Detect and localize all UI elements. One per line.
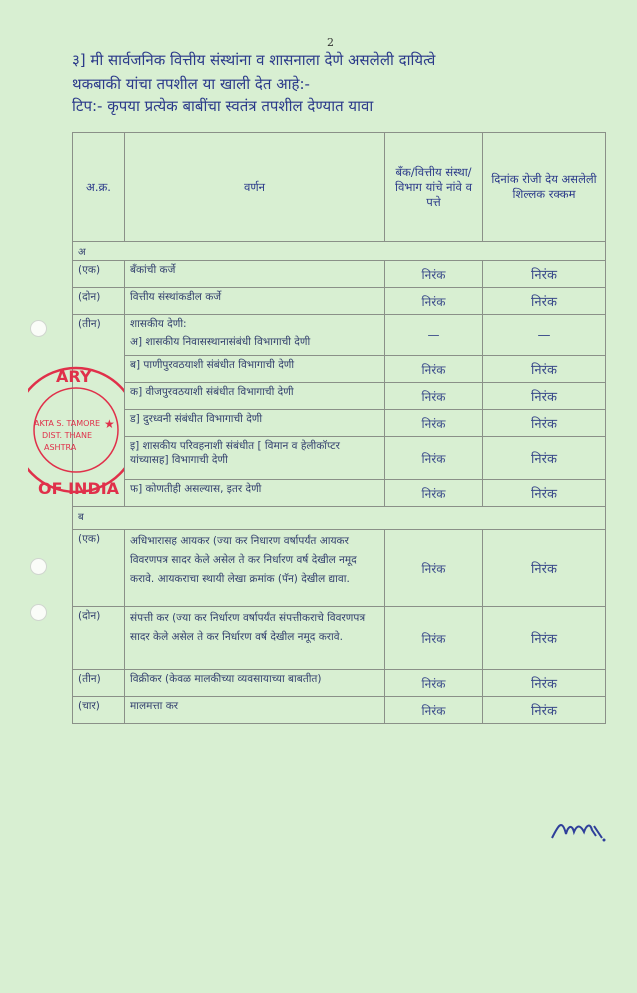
table-row xyxy=(73,607,606,670)
row-bank: निरंक xyxy=(385,410,483,437)
stamp-state: ASHTRA xyxy=(44,443,77,452)
section-heading: ३] मी सार्वजनिक वित्तीय संस्थांना व शासनाला देणे असलेली दायित्वे xyxy=(72,51,436,69)
row-bank: निरंक xyxy=(385,607,483,670)
row-description: मालमत्ता कर xyxy=(125,697,385,724)
row-bank: निरंक xyxy=(385,697,483,724)
row-balance: निरंक xyxy=(483,288,606,315)
row-bank: निरंक xyxy=(385,288,483,315)
row-bank: निरंक xyxy=(385,480,483,507)
stamp-text-top: ARY xyxy=(56,367,92,386)
row-bank: निरंक xyxy=(385,261,483,288)
section-a-label: अ xyxy=(73,242,606,261)
row-number: (एक) xyxy=(73,530,125,607)
row-number: (तीन) xyxy=(73,315,125,507)
row-description: इ] शासकीय परिवहनाशी संबंधीत [ विमान व हेलीकॉप्टर यांच्यासह] विभागाची देणी xyxy=(125,437,385,480)
table-row xyxy=(73,383,606,410)
row-description: अ] शासकीय निवासस्थानासंबंधी विभागाची देणी xyxy=(125,333,385,356)
row-description: क] वीजपुरवठयाशी संबंधीत विभागाची देणी xyxy=(125,383,385,410)
row-balance: निरंक xyxy=(483,261,606,288)
table-row xyxy=(73,356,606,383)
signature-icon xyxy=(548,808,608,848)
row-number: (एक) xyxy=(73,261,125,288)
table-row xyxy=(73,697,606,724)
notary-stamp-icon xyxy=(28,358,124,508)
row-description: विक्रीकर (केवळ मालकीच्या व्यवसायाच्या बाबतीत) xyxy=(125,670,385,697)
row-balance: निरंक xyxy=(483,670,606,697)
row-balance: निरंक xyxy=(483,410,606,437)
header-bank: बॅंक/वित्तीय संस्था/विभाग यांचे नांवे व पत्ते xyxy=(385,133,483,242)
row-balance: निरंक xyxy=(483,530,606,607)
row-bank: निरंक xyxy=(385,437,483,480)
row-balance: निरंक xyxy=(483,697,606,724)
row-balance: निरंक xyxy=(483,383,606,410)
row-number: (दोन) xyxy=(73,288,125,315)
row-number: (चार) xyxy=(73,697,125,724)
row-bank: निरंक xyxy=(385,670,483,697)
table-row xyxy=(73,410,606,437)
table-row xyxy=(73,437,606,480)
punch-hole xyxy=(30,320,47,337)
section-b-label: ब xyxy=(73,507,606,530)
header-description: वर्णन xyxy=(125,133,385,242)
section-heading-line2: थकबाकी यांचा तपशील या खाली देत आहे:- xyxy=(72,75,310,93)
row-description: वित्तीय संस्थांकडील कर्जे xyxy=(125,288,385,315)
table-header-row xyxy=(73,133,606,242)
header-balance: दिनांक रोजी देय असलेली शिल्लक रक्कम xyxy=(483,133,606,242)
row-description: अधिभारासह आयकर (ज्या कर निधारण वर्षापर्यंत आयकर विवरणपत्र सादर केले असेल ते कर निर्धारण वर्ष देखील नमूद करावे. आयकराचा स्थायी लेखा क्रमांक (पॅन) देखील द्यावा. xyxy=(125,530,385,607)
row-bank: निरंक xyxy=(385,383,483,410)
punch-hole xyxy=(30,604,47,621)
row-bank: निरंक xyxy=(385,530,483,607)
stamp-name: AKTA S. TAMORE xyxy=(34,419,101,428)
table-row xyxy=(73,315,606,334)
row-description: संपत्ती कर (ज्या कर निर्धारण वर्षापर्यंत संपत्तीकराचे विवरणपत्र सादर केले असेल ते कर निर्धारण वर्ष देखील नमूद करावे. xyxy=(125,607,385,670)
stamp-district: DIST. THANE xyxy=(42,431,93,440)
row-description: फ] कोणतीही असल्यास, इतर देणी xyxy=(125,480,385,507)
svg-text:★: ★ xyxy=(104,417,115,431)
note-line: टिप:- कृपया प्रत्येक बाबींचा स्वतंत्र तपशील देण्यात यावा xyxy=(72,97,374,115)
row-balance: निरंक xyxy=(483,480,606,507)
row-balance: निरंक xyxy=(483,356,606,383)
row-balance: निरंक xyxy=(483,437,606,480)
row-bank: — xyxy=(385,315,483,356)
header-serial: अ.क्र. xyxy=(73,133,125,242)
liabilities-table xyxy=(72,132,606,724)
page-number: 2 xyxy=(327,36,334,49)
stamp-text-bottom: OF INDIA xyxy=(38,479,120,498)
govt-dues-title: शासकीय देणी: xyxy=(125,315,385,334)
row-bank: निरंक xyxy=(385,356,483,383)
row-number: (दोन) xyxy=(73,607,125,670)
table-row xyxy=(73,670,606,697)
table-row xyxy=(73,530,606,607)
table-row xyxy=(73,480,606,507)
row-description: ब] पाणीपुरवठयाशी संबंधीत विभागाची देणी xyxy=(125,356,385,383)
table-row xyxy=(73,261,606,288)
row-description: बॅंकांची कर्जे xyxy=(125,261,385,288)
row-description: ड] दुरध्वनी संबंधीत विभागाची देणी xyxy=(125,410,385,437)
row-balance: निरंक xyxy=(483,607,606,670)
row-balance: — xyxy=(483,315,606,356)
punch-hole xyxy=(30,558,47,575)
table-row xyxy=(73,288,606,315)
row-number: (तीन) xyxy=(73,670,125,697)
